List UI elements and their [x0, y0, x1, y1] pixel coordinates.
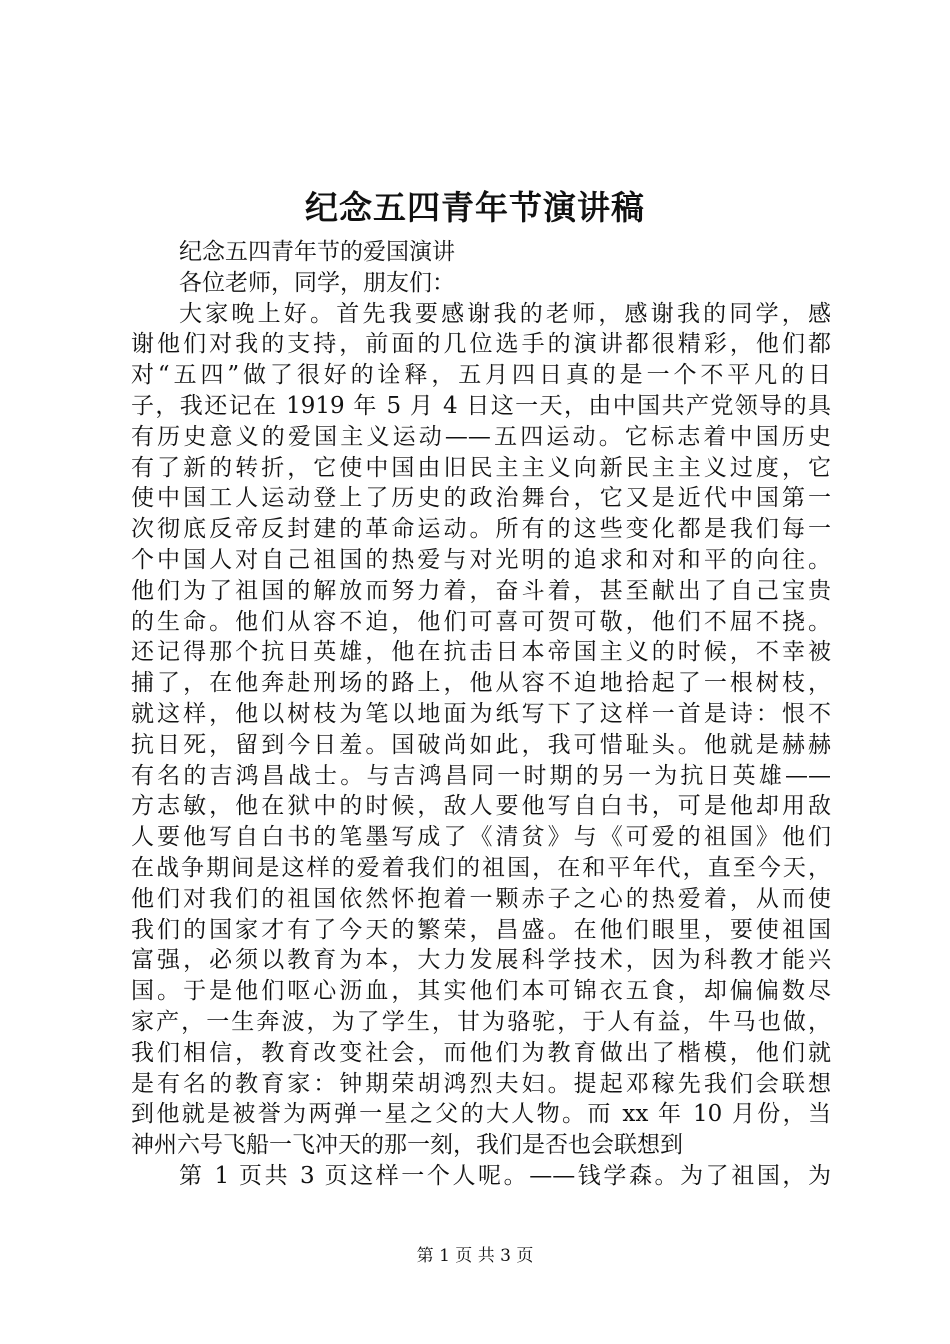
page-footer: 第 1 页 共 3 页 — [416, 1246, 534, 1266]
text-line: 家产，一生奔波，为了学生，甘为骆驼，于人有益，牛马也做， — [131, 1008, 831, 1035]
document-body — [131, 237, 831, 1192]
text-line: 到他就是被誉为两弹一星之父的大人物。而 xx 年 10 月份，当 — [131, 1101, 831, 1128]
text-line: 神州六号飞船一飞冲天的那一刻，我们是否也会联想到 — [131, 1132, 683, 1159]
text-line: 各位老师，同学，朋友们： — [179, 269, 455, 296]
text-line: 我们的国家才有了今天的繁荣，昌盛。在他们眼里，要使祖国 — [131, 916, 831, 943]
text-line: 有了新的转折，它使中国由旧民主主义向新民主主义过度，它 — [131, 454, 831, 481]
text-line: 使中国工人运动登上了历史的政治舞台，它又是近代中国第一 — [131, 485, 831, 512]
text-line: 对“五四”做了很好的诠释，五月四日真的是一个不平凡的日 — [131, 362, 831, 389]
text-line: 个中国人对自己祖国的热爱与对光明的追求和对和平的向往。 — [131, 546, 831, 573]
text-line: 富强，必须以教育为本，大力发展科学技术，因为科教才能兴 — [131, 947, 831, 974]
text-line: 人要他写自白书的笔墨写成了《清贫》与《可爱的祖国》他们 — [131, 824, 831, 851]
text-line: 谢他们对我的支持，前面的几位选手的演讲都很精彩，他们都 — [131, 331, 831, 358]
text-line: 次彻底反帝反封建的革命运动。所有的这些变化都是我们每一 — [131, 516, 831, 543]
text-line: 我们相信，教育改变社会，而他们为教育做出了楷模，他们就 — [131, 1039, 831, 1066]
text-line: 还记得那个抗日英雄，他在抗击日本帝国主义的时候，不幸被 — [131, 639, 831, 666]
text-line: 国。于是他们呕心沥血，其实他们本可锦衣五食，却偏偏数尽 — [131, 978, 831, 1005]
text-line: 有历史意义的爱国主义运动——五四运动。它标志着中国历史 — [131, 423, 831, 450]
text-line: 抗日死，留到今日羞。国破尚如此，我可惜耻头。他就是赫赫 — [131, 731, 831, 758]
text-line: 他们为了祖国的解放而努力着，奋斗着，甚至献出了自己宝贵 — [131, 577, 831, 604]
text-line: 就这样，他以树枝为笔以地面为纸写下了这样一首是诗：恨不 — [131, 700, 831, 727]
text-line: 他们对我们的祖国依然怀抱着一颗赤子之心的热爱着，从而使 — [131, 885, 831, 912]
text-line: 有名的吉鸿昌战士。与吉鸿昌同一时期的另一为抗日英雄—— — [131, 762, 831, 789]
text-line: 捕了，在他奔赴刑场的路上，他从容不迫地拾起了一根树枝， — [131, 670, 831, 697]
text-line: 纪念五四青年节的爱国演讲 — [179, 239, 455, 265]
text-line: 大家晚上好。首先我要感谢我的老师，感谢我的同学，感 — [179, 300, 831, 327]
document-title: 纪念五四青年节演讲稿 — [305, 188, 645, 227]
text-line: 方志敏，他在狱中的时候，敌人要他写自白书，可是他却用敌 — [131, 793, 831, 820]
text-line: 在战争期间是这样的爱着我们的祖国，在和平年代，直至今天， — [131, 854, 831, 881]
text-line: 是有名的教育家：钟期荣胡鸿烈夫妇。提起邓稼先我们会联想 — [131, 1070, 831, 1097]
text-line: 第 1 页共 3 页这样一个人呢。——钱学森。为了祖国，为 — [179, 1162, 831, 1189]
text-line: 的生命。他们从容不迫，他们可喜可贺可敬，他们不屈不挠。 — [131, 608, 831, 635]
text-line: 子，我还记在 1919 年 5 月 4 日这一天，由中国共产党领导的具 — [131, 392, 831, 419]
